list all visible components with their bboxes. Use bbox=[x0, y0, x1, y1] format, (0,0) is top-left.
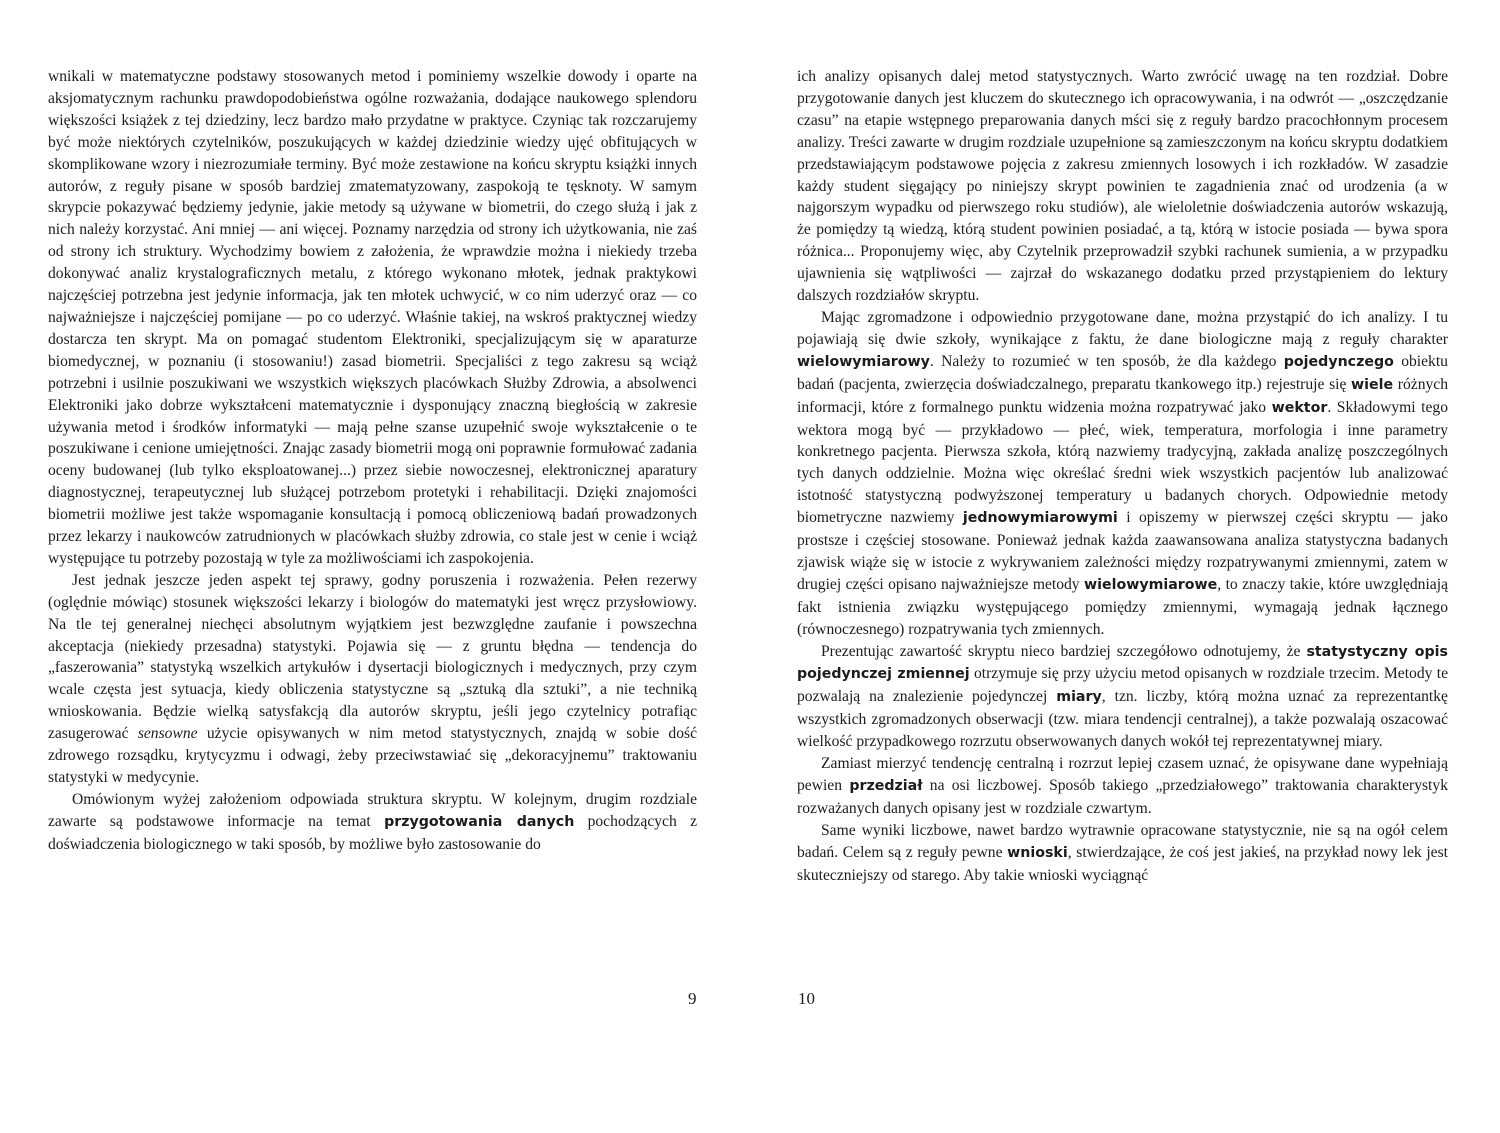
right-page-number: 10 bbox=[798, 989, 815, 1008]
emphasis-text: sensowne bbox=[137, 725, 198, 743]
bold-term: wiele bbox=[1351, 376, 1394, 393]
left-paragraph-1: wnikali w matematyczne podstawy stosowanych metod i pominiemy wszelkie dowody i oparte na aksjomatycznym rachunku prawdopodobieństwa ogólne rozważania, dodające naukowego splendoru większości książek z tej dziedziny, lecz bardzo mało przydatne w praktyce. Czyniąc tak rozczarujemy być może niektórych czytelników, poszukujących w każdej dziedzinie wiedzy ujęć obfitujących w skomplikowane wzory i niezrozumiałe terminy. Być może zestawione na końcu skryptu książki innych autorów, z reguły pisane w sposób bardziej zmatematyzowany, zaspokoją te tęsknoty. W samym skrypcie pokazywać będziemy jedynie, jakie metody są używane w biometrii, do czego służą i jak z nich należy korzystać. Ani mniej — ani więcej. Poznamy narzędzia od strony ich użytkowania, nie zaś od strony ich struktury. Wychodzimy bowiem z założenia, że wprawdzie można i niekiedy trzeba dokonywać analiz krystalograficznych metalu, z którego wykonano młotek, jednak praktykowi najczęściej potrzebna jest jedynie informacja, jak ten młotek uchwycić, w co nim uderzyć oraz — co najważniejsze i najczęściej pomijane — po co uderzyć. Właśnie takiej, na wskroś praktycznej wiedzy dostarcza ten skrypt. Ma on pomagać studentom Elektroniki, specjalizującym się w aparaturze biomedycznej, w poznaniu (i stosowaniu!) zasad biometrii. Specjaliści z tego zakresu są wciąż potrzebni i usilnie poszukiwani we wszystkich większych placówkach Służby Zdrowia, a absolwenci Elektroniki jako dobrze wykształceni matematycznie i dysponujący znaczną biegłością w zakresie używania metod i środków informatyki — mają pełne szanse uzupełnić swoje wykształcenie o te poszukiwane i cenione umiejętności. Znając zasady biometrii mogą oni poprawnie formułować zadania oceny budowanej (lub tylko eksploatowanej...) przez siebie nowoczesnej, elektronicznej aparatury diagnostycznej, terapeutycznej lub służącej potrzebom protetyki i rehabilitacji. Dzięki znajomości biometrii możliwe jest także wspomaganie konsultacją i pomocą obliczeniową badań prowadzonych przez lekarzy i naukowców zatrudnionych w placówkach służby zdrowia, co stale jest w cenie i wciąż występujące tu potrzeby pozostają w tyle za możliwościami ich zaspokojenia. bbox=[48, 68, 697, 567]
right-paragraph-4: Zamiast mierzyć tendencję centralną i rozrzut lepiej czasem uznać, że opisywane dane wypełniają pewien przedział na osi liczbowej. Sposób takiego „przedziałowego” traktowania charakterystyk rozważanych danych opisany jest w rozdziale czwartym. bbox=[797, 755, 1448, 817]
bold-term: wnioski bbox=[1007, 844, 1068, 861]
right-paragraph-3: Prezentując zawartość skryptu nieco bardziej szczegółowo odnotujemy, że statystyczny opis pojedynczej zmiennej otrzymuje się przy użyciu metod opisanych w rozdziale trzecim. Metody te pozwalają na znalezienie pojedynczej miary, tzn. liczby, którą można uznać za reprezentantkę wszystkich zgromadzonych obserwacji (tzw. miara tendencji centralnej), a także pozwalają oszacować wielkość przypadkowego rozrzutu obserwowanych danych wokół tej reprezentatywnej miary. bbox=[797, 642, 1448, 751]
bold-term: przedział bbox=[849, 778, 923, 794]
left-page-text bbox=[48, 66, 697, 856]
bold-term: wielowymiarowy bbox=[797, 353, 930, 370]
bold-term: przygotowania danych bbox=[384, 813, 575, 830]
bold-term: wielowymiarowe bbox=[1084, 576, 1218, 593]
right-paragraph-1: ich analizy opisanych dalej metod statystycznych. Warto zwrócić uwagę na ten rozdział. Dobre przygotowanie danych jest kluczem do skutecznego ich opracowywania, i na odwrót — „oszczędzanie czasu” na etapie wstępnego preparowania danych mści się z reguły bardzo pracochłonnym procesem analizy. Treści zawarte w drugim rozdziale uzupełnione są zamieszczonym na końcu skryptu dodatkiem przedstawiającym podstawowe pojęcia z zakresu zmiennych losowych i ich rozkładów. W zasadzie każdy student sięgający po niniejszy skrypt powinien te zagadnienia znać od urodzenia (a w najgorszym wypadku od pierwszego roku studiów), ale wieloletnie doświadczenia autorów wskazują, że pomiędzy tą wiedzą, którą student powinien posiadać, a tą, którą w istocie posiada — bywa spora różnica... Proponujemy więc, aby Czytelnik przeprowadził szybki rachunek sumienia, a w przypadku ujawnienia się wątpliwości — zajrzał do wskazanego dodatku przed przystąpieniem do lektury dalszych rozdziałów skryptu. bbox=[797, 68, 1448, 305]
bold-term: jednowymiarowymi bbox=[962, 510, 1118, 527]
left-paragraph-3: Omówionym wyżej założeniom odpowiada struktura skryptu. W kolejnym, drugim rozdziale zawarte są podstawowe informacje na temat przygotowania danych pochodzących z doświadczenia biologicznego w taki sposób, by możliwe było zastosowanie do bbox=[48, 790, 697, 853]
left-page-number: 9 bbox=[688, 989, 697, 1008]
bold-term: miary bbox=[1056, 689, 1102, 706]
left-paragraph-2: Jest jednak jeszcze jeden aspekt tej sprawy, godny poruszenia i rozważenia. Pełen rezerwy (oględnie mówiąc) stosunek większości lekarzy i biologów do matematyki jest wręcz przysłowiowy. Na tle tej generalnej niechęci absolutnym wyjątkiem jest bezwzględne zaufanie i powszechna akceptacja (niekiedy przesadna) statystyki. Pojawia się — z gruntu błędna — tendencja do „faszerowania” statystyką wszelkich artykułów i dysertacji biologicznych i medycznych, przy czym wcale częsta jest sytuacja, kiedy obliczenia statystyczne są „sztuką dla sztuki”, a nie techniką wnioskowania. Będzie wielką satysfakcją dla autorów skryptu, jeśli jego czytelnicy potrafiąc zasugerować sensowne użycie opisywanych w nim metod statystycznych, znajdą w sobie dość zdrowego rozsądku, krytycyzmu i odwagi, żeby przeciwstawiać się „dekoracyjnemu” traktowaniu statystyki w medycynie. bbox=[48, 571, 697, 786]
right-paragraph-2: Mając zgromadzone i odpowiednio przygotowane dane, można przystąpić do ich analizy. I tu pojawiają się dwie szkoły, wynikające z faktu, że dane biologiczne mają z reguły charakter wielowymiarowy. Należy to rozumieć w ten sposób, że dla każdego pojedynczego obiektu badań (pacjenta, zwierzęcia doświadczalnego, preparatu tkankowego itp.) rejestruje się wiele różnych informacji, które z formalnego punktu widzenia można rozpatrywać jako wektor. Składowymi tego wektora mogą być — przykładowo — płeć, wiek, temperatura, morfologia i inne parametry konkretnego pacjenta. Pierwsza szkoła, którą nazwiemy tradycyjną, zakłada analizę poszczególnych tych danych oddzielnie. Można więc określać średni wiek wszystkich pacjentów lub analizować istotność statystyczną podwyższonej temperatury u badanych chorych. Odpowiednie metody biometryczne nazwiemy jednowymiarowymi i opiszemy w pierwszej części skryptu — jako prostsze i częściej stosowane. Ponieważ jednak każda zaawansowana analiza statystyczna badanych zjawisk wiąże się w istocie z wykrywaniem zależności między rozpatrywanymi zmiennymi, zatem w drugiej części opisano najważniejsze metody wielowymiarowe, to znaczy takie, które uwzględniają fakt istnienia związku występującego pomiędzy zmiennymi, wymagają jednak łącznego (równoczesnego) rozpatrywania tych zmiennych. bbox=[797, 308, 1448, 638]
right-page-text bbox=[797, 66, 1448, 887]
bold-term: statystyczny opis pojedynczej zmiennej bbox=[797, 643, 1448, 683]
right-paragraph-5: Same wyniki liczbowe, nawet bardzo wytrawnie opracowane statystycznie, nie są na ogół celem badań. Celem są z reguły pewne wnioski, stwierdzające, że coś jest jakieś, na przykład nowy lek jest skuteczniejszy od starego. Aby takie wnioski wyciągnąć bbox=[797, 821, 1448, 884]
bold-term: wektor bbox=[1271, 399, 1328, 416]
bold-term: pojedynczego bbox=[1283, 353, 1394, 370]
